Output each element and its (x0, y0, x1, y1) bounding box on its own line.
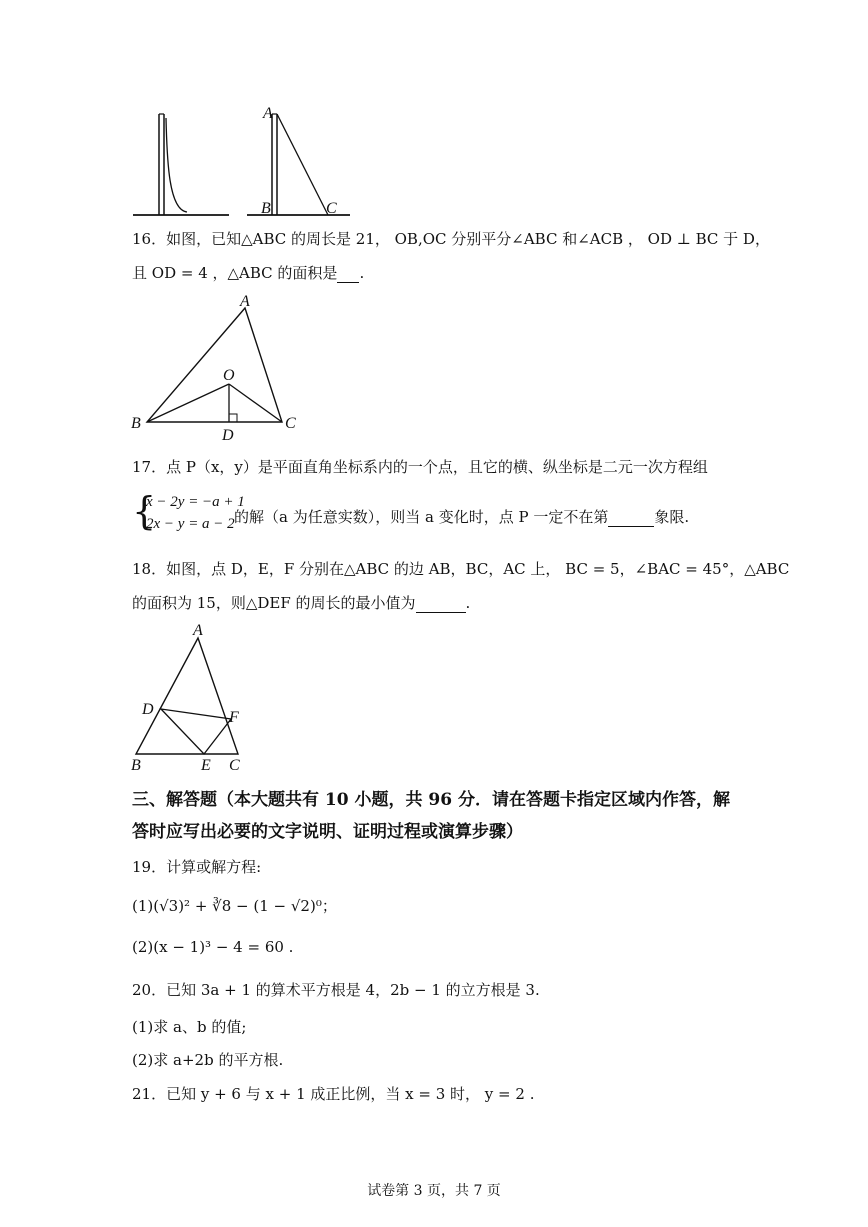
q19-part2: (2)(x − 1)³ − 4 = 60 . (132, 938, 294, 956)
q18-line2-pre: 的面积为 15，则△DEF 的周长的最小值为 (132, 594, 416, 612)
q16-answer-blank[interactable] (337, 264, 359, 283)
q20-part2: (2)求 a+2b 的平方根. (132, 1051, 284, 1069)
figure-q18 (125, 618, 260, 778)
fig16-label-D: D (222, 427, 234, 444)
fig18-label-B: B (131, 757, 141, 774)
q17-eq1: x − 2y = −a + 1 (146, 494, 245, 510)
q17-brace: { (132, 489, 157, 533)
fig15-label-B: B (261, 200, 271, 217)
section3-heading-line1: 三、解答题（本大题共有 10 小题，共 96 分．请在答题卡指定区域内作答，解 (132, 790, 730, 810)
q16-line2-pre: 且 OD = 4 ，△ABC 的面积是 (132, 264, 338, 282)
q20-title: 20．已知 3a + 1 的算术平方根是 4，2b − 1 的立方根是 3. (132, 981, 540, 999)
section3-heading-line2: 答时应写出必要的文字说明、证明过程或演算步骤） (132, 822, 523, 842)
q20-part1: (1)求 a、b 的值; (132, 1018, 247, 1036)
fig16-label-C: C (285, 415, 296, 432)
q19-part1: (1)(√3)² + ∛8 − (1 − √2)⁰； (132, 897, 337, 915)
fig15-label-A: A (263, 105, 273, 122)
fig15-label-C: C (326, 200, 337, 217)
q17-eq2: 2x − y = a − 2 (146, 516, 235, 532)
fig18-label-C: C (229, 757, 240, 774)
q16-line1: 16．如图，已知△ABC 的周长是 21， OB,OC 分别平分∠ABC 和∠ACB ， OD ⊥ BC 于 D， (132, 230, 770, 248)
q16-line2 (132, 262, 364, 283)
q18-answer-blank[interactable] (416, 594, 466, 613)
q16-line2-post: . (359, 264, 365, 282)
fig18-label-E: E (201, 757, 211, 774)
figure-q16 (125, 290, 315, 445)
figure-q15 (125, 102, 355, 222)
fig16-label-B: B (131, 415, 141, 432)
fig18-label-F: F (229, 709, 239, 726)
fig16-label-O: O (223, 367, 235, 384)
fig16-label-A: A (240, 293, 250, 310)
q21-title: 21．已知 y + 6 与 x + 1 成正比例，当 x = 3 时， y = 2 . (132, 1085, 535, 1103)
fig18-label-A: A (193, 622, 203, 639)
q18-line1: 18．如图，点 D，E，F 分别在△ABC 的边 AB，BC，AC 上， BC = 5，∠BAC = 45°，△ABC (132, 560, 790, 578)
q18-line2 (132, 592, 470, 613)
q17-answer-blank[interactable] (608, 508, 654, 527)
page-footer: 试卷第 3 页，共 7 页 (367, 1183, 501, 1199)
fig18-label-D: D (142, 701, 154, 718)
q17-line2 (234, 506, 689, 527)
q18-line2-post: . (465, 594, 471, 612)
q17-line2-pre: 的解（a 为任意实数），则当 a 变化时，点 P 一定不在第 (234, 508, 609, 526)
q19-title: 19．计算或解方程: (132, 858, 262, 876)
q17-line2-post: 象限. (654, 508, 690, 526)
q17-line1: 17．点 P（x，y）是平面直角坐标系内的一个点，且它的横、纵坐标是二元一次方程组 (132, 458, 708, 476)
